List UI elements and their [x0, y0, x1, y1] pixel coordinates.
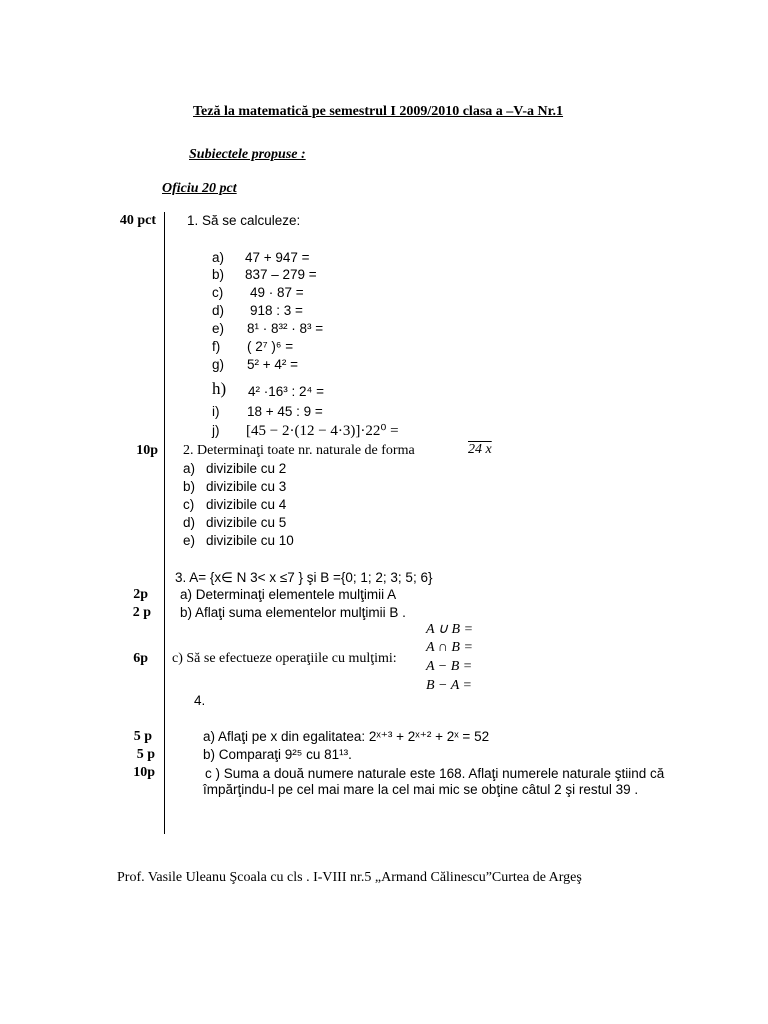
p1-expr-c: 49 · 87 = [250, 285, 304, 300]
points-problem-4b: 5 p [136, 747, 155, 762]
p1-expr-a: 47 + 947 = [245, 250, 310, 265]
p1-letter-i: i) [212, 404, 220, 419]
problem-1-intro: 1. Să se calculeze: [187, 213, 301, 228]
p1-letter-b: b) [212, 267, 225, 282]
p1-letter-f: f) [212, 339, 221, 354]
points-problem-4c: 10p [133, 765, 155, 780]
p1-expr-e: 8¹ · 8³² · 8³ = [247, 321, 324, 336]
subtitle: Subiectele propuse : [189, 147, 306, 162]
p2-text-e: divizibile cu 10 [206, 533, 294, 548]
p1-letter-g: g) [212, 357, 225, 372]
p1-letter-h: h) [212, 379, 227, 398]
set-difference-b-a: B − A = [426, 678, 472, 693]
footer-author: Prof. Vasile Uleanu Şcoala cu cls . I-VIII nr.5 „Armand Călinescu”Curtea de Argeş [117, 870, 582, 885]
problem-2-form: 24 x [468, 442, 492, 457]
p2-text-b: divizibile cu 3 [206, 479, 287, 494]
p1-expr-f: ( 2⁷ )⁶ = [247, 339, 294, 354]
set-intersection: A ∩ B = [426, 640, 473, 655]
p1-expr-b: 837 – 279 = [245, 267, 317, 282]
points-problem-2: 10p [136, 443, 158, 458]
set-difference-a-b: A − B = [426, 659, 473, 674]
p2-letter-e: e) [183, 533, 196, 548]
problem-3c: c) Să se efectueze operaţiile cu mulţimi: [172, 651, 397, 666]
p2-letter-b: b) [183, 479, 196, 494]
p2-text-c: divizibile cu 4 [206, 497, 287, 512]
problem-3a: a) Determinaţi elementele mulţimii A [180, 587, 397, 602]
p2-letter-d: d) [183, 515, 196, 530]
set-union: A ∪ B = [426, 622, 474, 637]
p1-expr-d: 918 : 3 = [250, 303, 303, 318]
points-problem-3a: 2p [133, 587, 148, 602]
problem-4b: b) Comparaţi 9²⁵ cu 81¹³. [203, 747, 352, 762]
problem-2-intro: 2. Determinaţi toate nr. naturale de forma [183, 443, 415, 458]
problem-4a: a) Aflaţi pe x din egalitatea: 2ˣ⁺³ + 2ˣ⁺² + 2ˣ = 52 [203, 729, 490, 744]
points-problem-3b: 2 p [132, 605, 151, 620]
p1-letter-e: e) [212, 321, 225, 336]
p1-letter-d: d) [212, 303, 225, 318]
problem-3b: b) Aflaţi suma elementelor mulţimii B . [180, 605, 406, 620]
exam-title: Teză la matematică pe semestrul I 2009/2010 clasa a –V-a Nr.1 [193, 104, 564, 119]
problem-4c-line1: c ) Suma a două numere naturale este 168. Aflaţi numerele naturale ştiind că [205, 766, 665, 781]
p1-letter-j: j) [212, 423, 220, 438]
p2-letter-c: c) [183, 497, 195, 512]
p2-text-d: divizibile cu 5 [206, 515, 287, 530]
p1-expr-i: 18 + 45 : 9 = [247, 404, 323, 419]
points-problem-3c: 6p [133, 651, 148, 666]
p1-letter-a: a) [212, 250, 225, 265]
points-problem-4a: 5 p [133, 729, 152, 744]
oficiu-points: Oficiu 20 pct [162, 181, 237, 196]
p1-letter-c: c) [212, 285, 224, 300]
p1-expr-g: 5² + 4² = [247, 357, 299, 372]
p1-expr-h: 4² ·16³ : 2⁴ = [248, 384, 324, 399]
p2-letter-a: a) [183, 461, 196, 476]
p1-expr-j: [45 − 2·(12 − 4·3)]·22⁰ = [246, 423, 399, 439]
p2-text-a: divizibile cu 2 [206, 461, 287, 476]
points-problem-1: 40 pct [119, 213, 156, 228]
problem-4-number: 4. [194, 693, 206, 708]
problem-4c-line2: împărţindu-l pe cel mai mare la cel mai mic se obţine câtul 2 şi restul 39 . [203, 782, 639, 797]
margin-divider [164, 212, 165, 834]
problem-3-intro: 3. A= {x∈ N 3< x ≤7 } şi B ={0; 1; 2; 3; 5; 6} [175, 570, 433, 585]
